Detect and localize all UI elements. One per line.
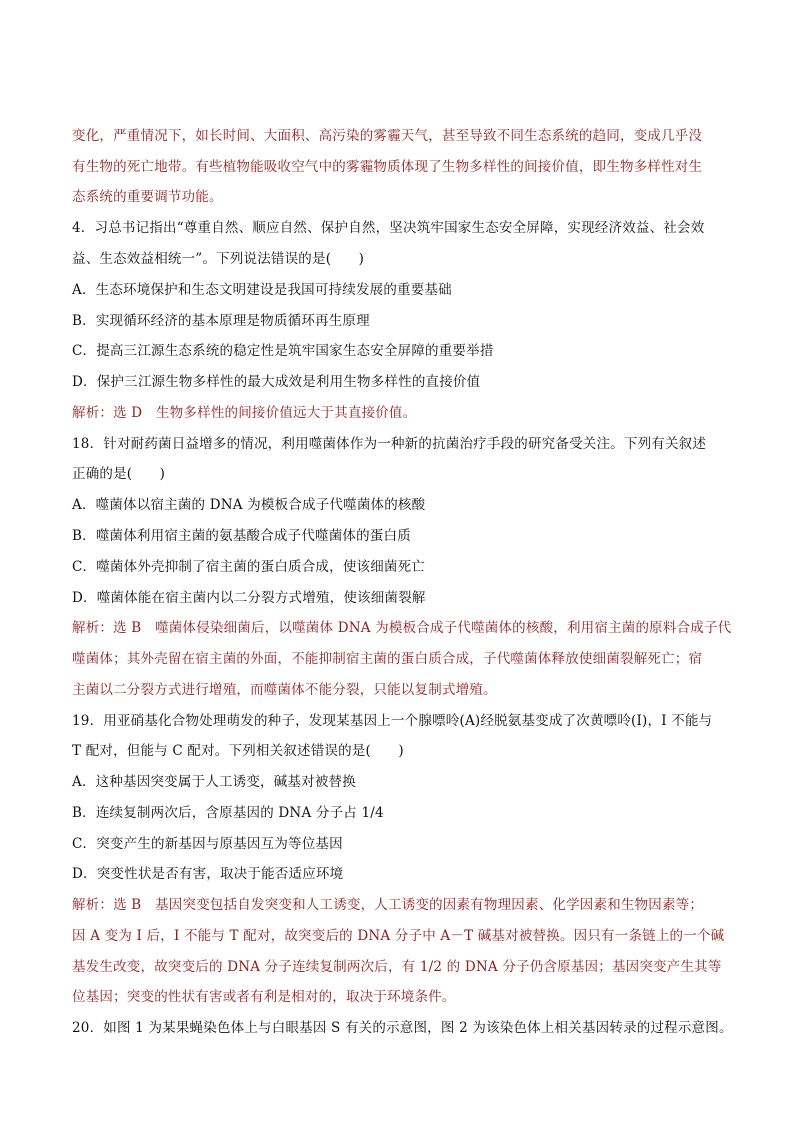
question-18-option-c: C．噬菌体外壳抑制了宿主菌的蛋白质合成，使该细菌死亡 — [72, 559, 426, 575]
question-4-answer: 解析：选 D 生物多样性的间接价值远大于其直接价值。 — [72, 405, 417, 421]
question-19-option-a: A．这种基因突变属于人工诱变，碱基对被替换 — [72, 774, 356, 790]
question-18-answer-line-2: 噬菌体；其外壳留在宿主菌的外面，不能抑制宿主菌的蛋白质合成，子代噬菌体释放使细菌裂解死亡；宿 — [72, 651, 703, 667]
question-18-stem-line-2: 正确的是( ) — [72, 466, 166, 482]
explanation-line-1: 变化，严重情况下，如长时间、大面积、高污染的雾霾天气，甚至导致不同生态系统的趋同，变成几乎没 — [72, 128, 703, 144]
question-19-option-b: B．连续复制两次后，含原基因的 DNA 分子占 1/4 — [72, 805, 384, 821]
question-4-stem-line-2: 益、生态效益相统一”。下列说法错误的是( ) — [72, 251, 365, 267]
question-19-stem-line-1: 19．用亚硝基化合物处理萌发的种子，发现某基因上一个腺嘌呤(A)经脱氨基变成了次黄嘌呤(I)，I 不能与 — [72, 713, 713, 729]
question-4-option-b: B．实现循环经济的基本原理是物质循环再生原理 — [72, 313, 370, 329]
question-19-stem-line-2: T 配对，但能与 C 配对。下列相关叙述错误的是( ) — [72, 743, 404, 759]
question-19-answer-line-1: 解析：选 B 基因突变包括自发突变和人工诱变，人工诱变的因素有物理因素、化学因素和生物因素等； — [72, 897, 704, 913]
question-18-option-a: A．噬菌体以宿主菌的 DNA 为模板合成子代噬菌体的核酸 — [72, 497, 426, 513]
question-19-option-d: D．突变性状是否有害，取决于能否适应环境 — [72, 866, 344, 882]
explanation-line-2: 有生物的死亡地带。有些植物能吸收空气中的雾霾物质体现了生物多样性的间接价值，即生物多样性对生 — [72, 159, 703, 175]
question-18-answer-line-1: 解析：选 B 噬菌体侵染细菌后，以噬菌体 DNA 为模板合成子代噬菌体的核酸，利用宿主菌的原料合成子代 — [72, 620, 732, 636]
question-19-answer-line-2: 因 A 变为 I 后，I 不能与 T 配对，故突变后的 DNA 分子中 A－T 碱基对被替换。因只有一条链上的一个碱 — [72, 928, 725, 944]
question-4-option-d: D．保护三江源生物多样性的最大成效是利用生物多样性的直接价值 — [72, 374, 481, 390]
explanation-line-3: 态系统的重要调节功能。 — [72, 189, 223, 205]
question-19-answer-line-3: 基发生改变，故突变后的 DNA 分子连续复制两次后，有 1/2 的 DNA 分子仍含原基因；基因突变产生其等 — [72, 959, 722, 975]
question-19-answer-line-4: 位基因；突变的性状有害或者有利是相对的，取决于环境条件。 — [72, 989, 456, 1005]
question-18-option-b: B．噬菌体利用宿主菌的氨基酸合成子代噬菌体的蛋白质 — [72, 528, 411, 544]
question-4-option-a: A．生态环境保护和生态文明建设是我国可持续发展的重要基础 — [72, 282, 452, 298]
question-20-stem-line-1: 20．如图 1 为某果蝇染色体上与白眼基因 S 有关的示意图，图 2 为该染色体上相关基因转录的过程示意图。 — [72, 1020, 733, 1036]
question-19-option-c: C．突变产生的新基因与原基因互为等位基因 — [72, 836, 343, 852]
question-4-stem-line-1: 4．习总书记指出“尊重自然、顺应自然、保护自然，坚决筑牢国家生态安全屏障，实现经济效益、社会效 — [72, 220, 705, 236]
question-18-option-d: D．噬菌体能在宿主菌内以二分裂方式增殖，使该细菌裂解 — [72, 590, 426, 606]
question-18-stem-line-1: 18．针对耐药菌日益增多的情况，利用噬菌体作为一种新的抗菌治疗手段的研究备受关注。下列有关叙述 — [72, 436, 707, 452]
question-18-answer-line-3: 主菌以二分裂方式进行增殖，而噬菌体不能分裂，只能以复制式增殖。 — [72, 682, 497, 698]
question-4-option-c: C．提高三江源生态系统的稳定性是筑牢国家生态安全屏障的重要举措 — [72, 343, 494, 359]
